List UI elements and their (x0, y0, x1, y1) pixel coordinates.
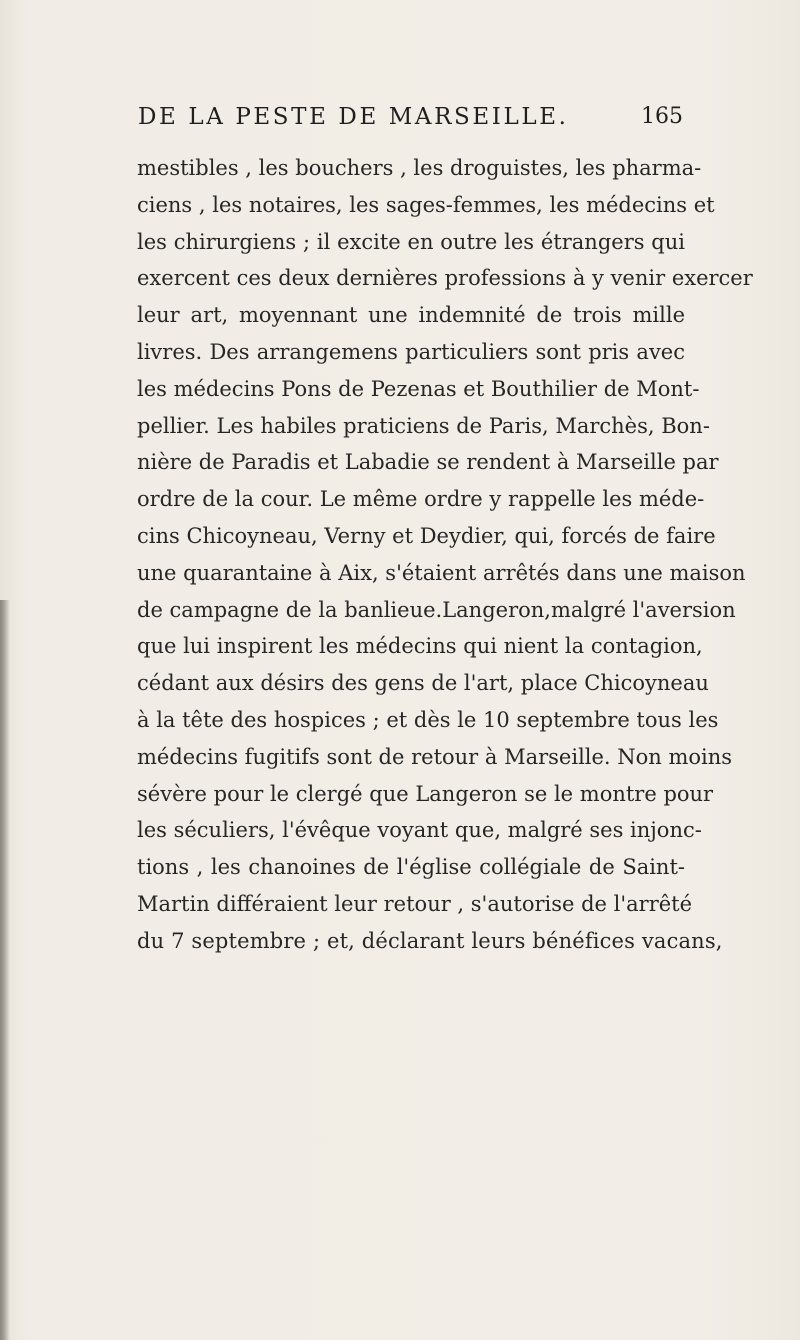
text-line: de campagne de la banlieue.Langeron,malgré l'aversion (137, 597, 736, 622)
text-line: nière de Paradis et Labadie se rendent à Marseille par (137, 450, 719, 475)
running-title: DE LA PESTE DE MARSEILLE. (138, 104, 569, 130)
text-line: tions , les chanoines de l'église collégiale de Saint- (137, 855, 685, 880)
text-line: Martin différaient leur retour , s'autorise de l'arrêté (137, 891, 693, 916)
text-line: leur art, moyennant une indemnité de trois mille (137, 303, 685, 328)
binding-shadow (0, 600, 10, 1340)
text-line: pellier. Les habiles praticiens de Paris, Marchès, Bon- (137, 413, 710, 438)
text-line: mestibles , les bouchers , les droguistes, les pharma- (137, 156, 702, 180)
text-line: sévère pour le clergé que Langeron se le montre pour (137, 781, 714, 806)
text-line: à la tête des hospices ; et dès le 10 septembre tous les (137, 707, 719, 732)
running-head (138, 104, 683, 140)
text-line: médecins fugitifs sont de retour à Marseille. Non moins (137, 744, 733, 769)
text-line: exercent ces deux dernières professions à y venir exercer (137, 266, 753, 291)
text-line: les médecins Pons de Pezenas et Bouthilier de Mont- (137, 376, 700, 401)
text-line: du 7 septembre ; et, déclarant leurs bénéfices vacans, (137, 928, 723, 953)
text-line: cédant aux désirs des gens de l'art, place Chicoyneau (137, 671, 709, 696)
body-text (137, 150, 753, 960)
page-number: 165 (641, 104, 683, 129)
text-line: cins Chicoyneau, Verny et Deydier, qui, forcés de faire (137, 523, 716, 548)
text-line: les chirurgiens ; il excite en outre les étrangers qui (137, 229, 685, 254)
text-line: livres. Des arrangemens particuliers sont pris avec (137, 339, 685, 364)
text-line: que lui inspirent les médecins qui nient la contagion, (137, 634, 703, 659)
text-line: ciens , les notaires, les sages-femmes, les médecins et (137, 192, 715, 217)
text-line: les séculiers, l'évêque voyant que, malgré ses injonc- (137, 818, 702, 843)
text-line: une quarantaine à Aix, s'étaient arrêtés dans une maison (137, 560, 746, 585)
text-line: ordre de la cour. Le même ordre y rappelle les méde- (137, 487, 705, 512)
